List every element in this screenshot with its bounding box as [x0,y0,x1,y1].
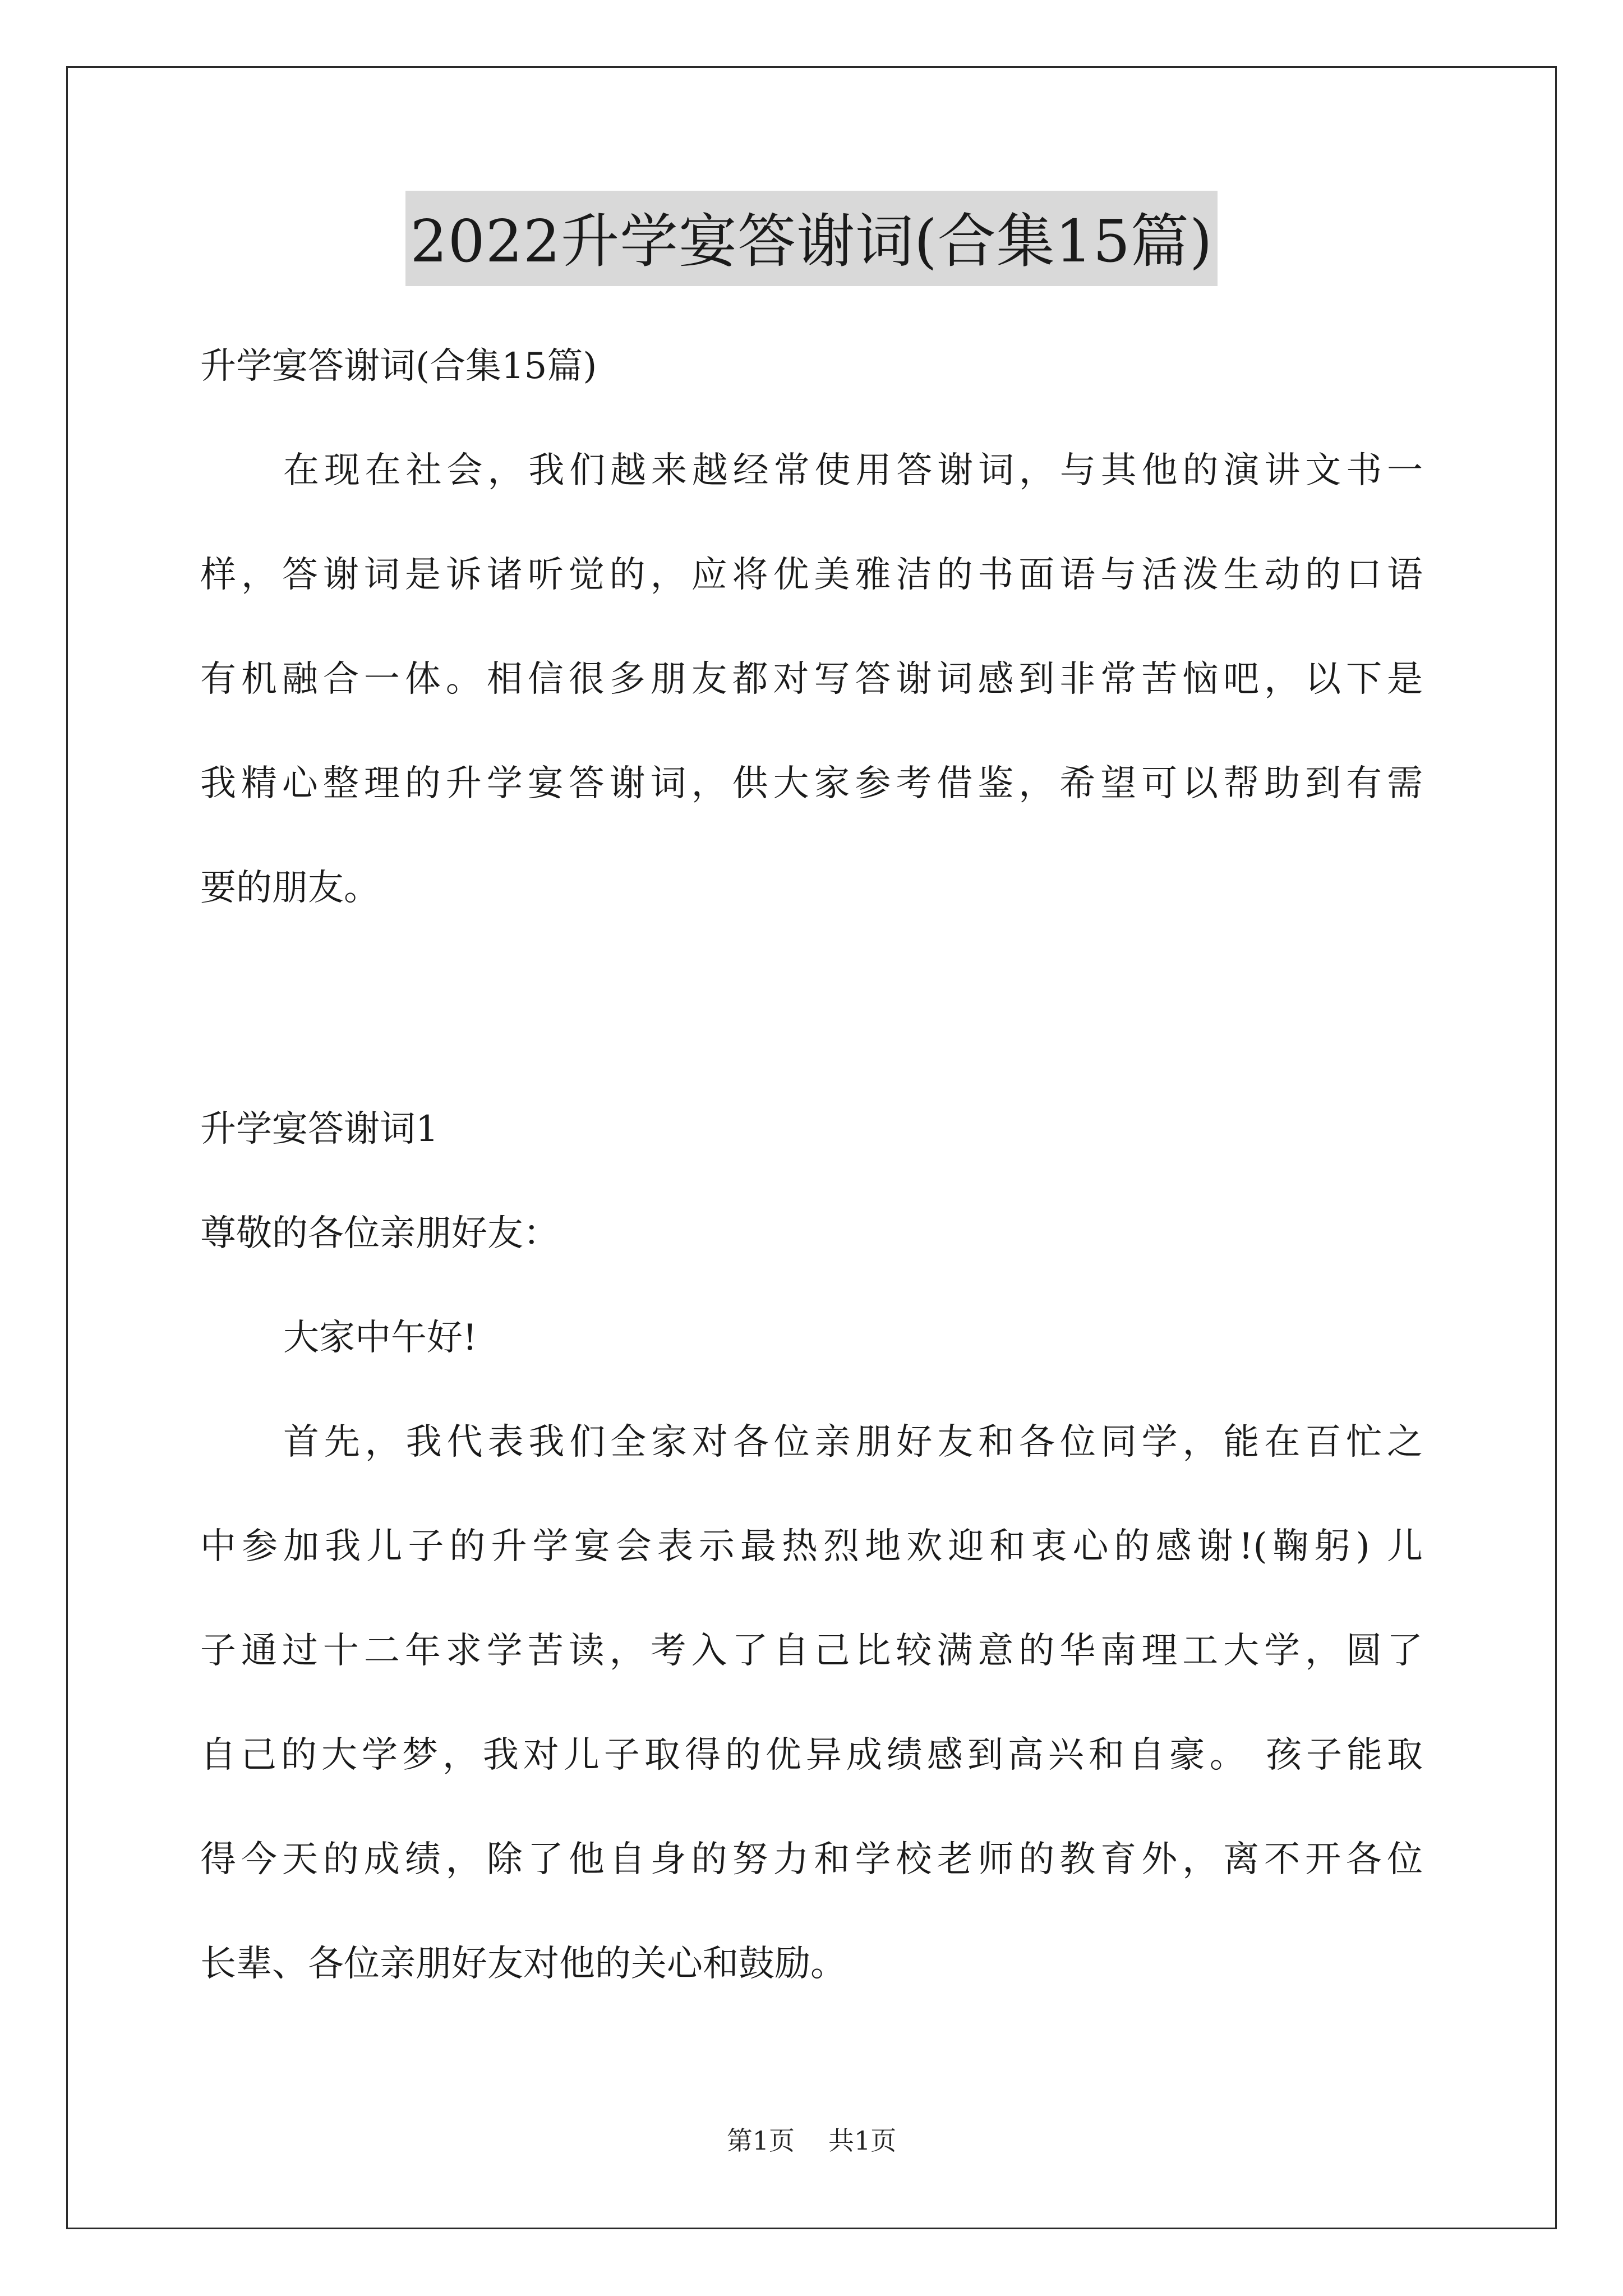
intro-line-5: 要的朋友。 [200,867,380,909]
body-line-3: 子通过十二年求学苦读，考入了自己比较满意的华南理工大学，圆了 [200,1630,1423,1672]
section-1 [200,1077,1423,2016]
document-subtitle: 升学宴答谢词(合集15篇) [200,346,597,387]
document-body [200,314,1423,940]
page-number-current: 第1页 [726,2125,795,2156]
intro-line-2: 样，答谢词是诉诸听觉的，应将优美雅洁的书面语与活泼生动的口语 [200,554,1423,596]
page-footer [0,2124,1623,2157]
intro-line-3: 有机融合一体。相信很多朋友都对写答谢词感到非常苦恼吧，以下是 [200,659,1423,700]
page-number-total: 共1页 [828,2125,897,2156]
body-line-2: 中参加我儿子的升学宴会表示最热烈地欢迎和衷心的感谢!(鞠躬) 儿 [200,1526,1423,1567]
body-line-5: 得今天的成绩，除了他自身的努力和学校老师的教育外，离不开各位 [200,1839,1423,1880]
intro-line-4: 我精心整理的升学宴答谢词，供大家参考借鉴，希望可以帮助到有需 [200,763,1423,804]
intro-line-1: 在现在社会，我们越来越经常使用答谢词，与其他的演讲文书一 [283,450,1423,491]
body-line-1: 首先，我代表我们全家对各位亲朋好友和各位同学，能在百忙之 [283,1421,1423,1463]
title-container [0,191,1623,286]
body-line-4: 自己的大学梦，我对儿子取得的优异成绩感到高兴和自豪。 孩子能取 [200,1734,1423,1776]
document-title: 2022升学宴答谢词(合集15篇) [405,191,1217,286]
body-line-6: 长辈、各位亲朋好友对他的关心和鼓励。 [200,1943,846,1985]
section-heading: 升学宴答谢词1 [200,1108,439,1150]
salutation: 尊敬的各位亲朋好友： [200,1213,559,1254]
greeting: 大家中午好! [283,1317,477,1359]
